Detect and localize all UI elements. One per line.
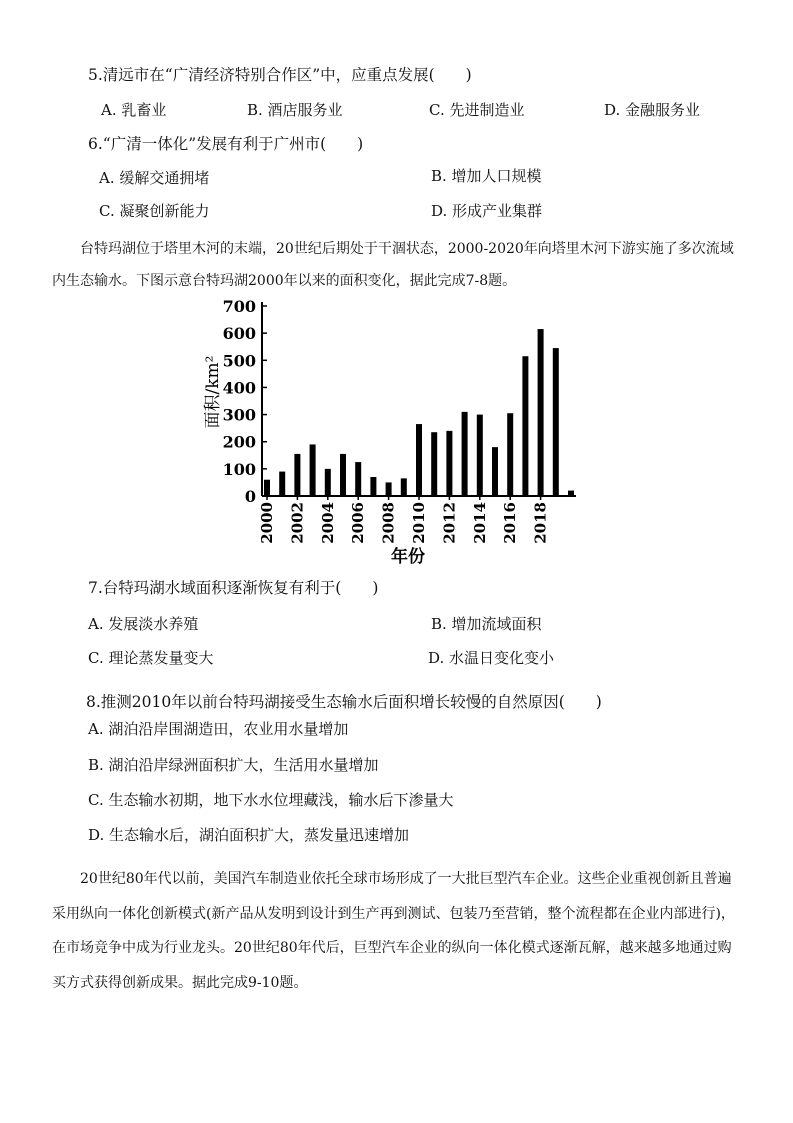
chart-x-tick-label: 2000 — [258, 502, 276, 544]
chart-y-tick-label: 700 — [222, 297, 256, 316]
chart-bar — [325, 469, 331, 496]
chart-bar — [386, 482, 392, 496]
chart-x-tick-label: 2008 — [379, 502, 398, 544]
chart-bar — [310, 444, 316, 496]
chart-y-tick-label: 200 — [222, 432, 256, 452]
chart-bar — [416, 424, 422, 496]
chart-x-tick-label: 2004 — [318, 502, 337, 544]
chart-bar — [340, 454, 346, 496]
q6-option-c: C. 凝聚创新能力 — [99, 202, 210, 220]
chart-y-tick-label: 300 — [222, 405, 256, 425]
q5-option-d: D. 金融服务业 — [604, 101, 701, 119]
chart-y-tick-label: 400 — [222, 378, 256, 398]
q7-option-d: D. 水温日变化变小 — [428, 649, 555, 667]
q7-option-a: A. 发展淡水养殖 — [88, 615, 199, 633]
q8-option-d: D. 生态输水后，湖泊面积扩大，蒸发量迅速增加 — [88, 826, 410, 844]
chart-bar — [355, 462, 361, 496]
chart-x-tick-label: 2010 — [410, 502, 428, 544]
chart-y-tick-label: 500 — [222, 351, 256, 371]
chart-x-tick-label: 2006 — [349, 502, 368, 544]
chart-y-axis-label: 面积/km² — [203, 355, 223, 429]
question-7-stem: 7.台特玛湖水域面积逐渐恢复有利于( ) — [88, 579, 379, 597]
chart-bar — [431, 432, 437, 496]
chart-bar — [370, 477, 376, 496]
chart-bar — [477, 415, 483, 496]
chart-x-tick-label: 2016 — [501, 502, 520, 544]
chart-bar — [507, 413, 513, 496]
chart-bar — [446, 431, 452, 496]
chart-bar — [568, 491, 574, 496]
passage-auto-industry — [52, 862, 742, 1000]
chart-bar — [279, 472, 285, 496]
lake-area-bar-chart — [192, 292, 582, 570]
q6-option-a: A. 缓解交通拥堵 — [99, 169, 210, 187]
chart-bar — [462, 412, 468, 496]
chart-x-tick-labels — [258, 496, 550, 544]
passage-lake — [52, 234, 742, 297]
chart-y-tick-label: 600 — [222, 324, 256, 344]
q5-option-c: C. 先进制造业 — [429, 101, 525, 119]
chart-x-tick-label: 2018 — [531, 502, 550, 544]
chart-bar — [553, 348, 559, 496]
q5-option-b: B. 酒店服务业 — [247, 101, 343, 119]
q8-option-a: A. 湖泊沿岸围湖造田，农业用水量增加 — [88, 720, 349, 738]
chart-y-tick-label: 0 — [244, 487, 256, 506]
chart-x-tick-label: 2012 — [440, 502, 459, 544]
q6-option-b: B. 增加人口规模 — [431, 167, 542, 185]
q8-option-c: C. 生态输水初期，地下水水位埋藏浅，输水后下渗量大 — [88, 791, 454, 809]
chart-bar — [294, 454, 300, 496]
chart-bar — [264, 480, 270, 496]
chart-y-tick-label: 100 — [222, 459, 256, 479]
q7-option-b: B. 增加流域面积 — [431, 615, 542, 633]
chart-x-tick-label: 2014 — [470, 502, 489, 544]
chart-y-tick-labels — [223, 297, 267, 506]
chart-bar — [522, 356, 528, 496]
question-5-stem: 5.清远市在“广清经济特别合作区”中，应重点发展( ) — [88, 66, 472, 84]
q6-option-d: D. 形成产业集群 — [431, 202, 543, 220]
q5-option-a: A. 乳畜业 — [101, 101, 167, 119]
question-6-stem: 6.“广清一体化”发展有利于广州市( ) — [88, 135, 364, 153]
chart-bar — [538, 329, 544, 496]
q8-option-b: B. 湖泊沿岸绿洲面积扩大，生活用水量增加 — [88, 756, 379, 774]
passage-lake-text: 台特玛湖位于塔里木河的末端，20世纪后期处于干涸状态，2000-2020年向塔里木河下游实施了多次流域内生态输水。下图示意台特玛湖2000年以来的面积变化，据此完成7-8题。 — [52, 241, 734, 289]
question-8-stem: 8.推测2010年以前台特玛湖接受生态输水后面积增长较慢的自然原因( ) — [86, 693, 602, 711]
passage-auto-industry-text: 20世纪80年代以前，美国汽车制造业依托全球市场形成了一大批巨型汽车企业。这些企业重视创新且普遍采用纵向一体化创新模式(新产品从发明到设计到生产再到测试、包装乃至营销，整个流程都在企业内部进行)，在市场竞争中成为行业龙头。20世纪80年代后，巨型汽车企业的纵向一体化模式逐渐瓦解，越来越多地通过购买方式获得创新成果。据此完成9-10题。 — [52, 871, 735, 991]
q7-option-c: C. 理论蒸发量变大 — [88, 649, 214, 667]
chart-bar — [401, 478, 407, 496]
chart-bars — [264, 329, 574, 496]
chart-bar — [492, 447, 498, 496]
chart-x-axis-label: 年份 — [391, 547, 425, 567]
chart-x-tick-label: 2002 — [288, 502, 307, 544]
